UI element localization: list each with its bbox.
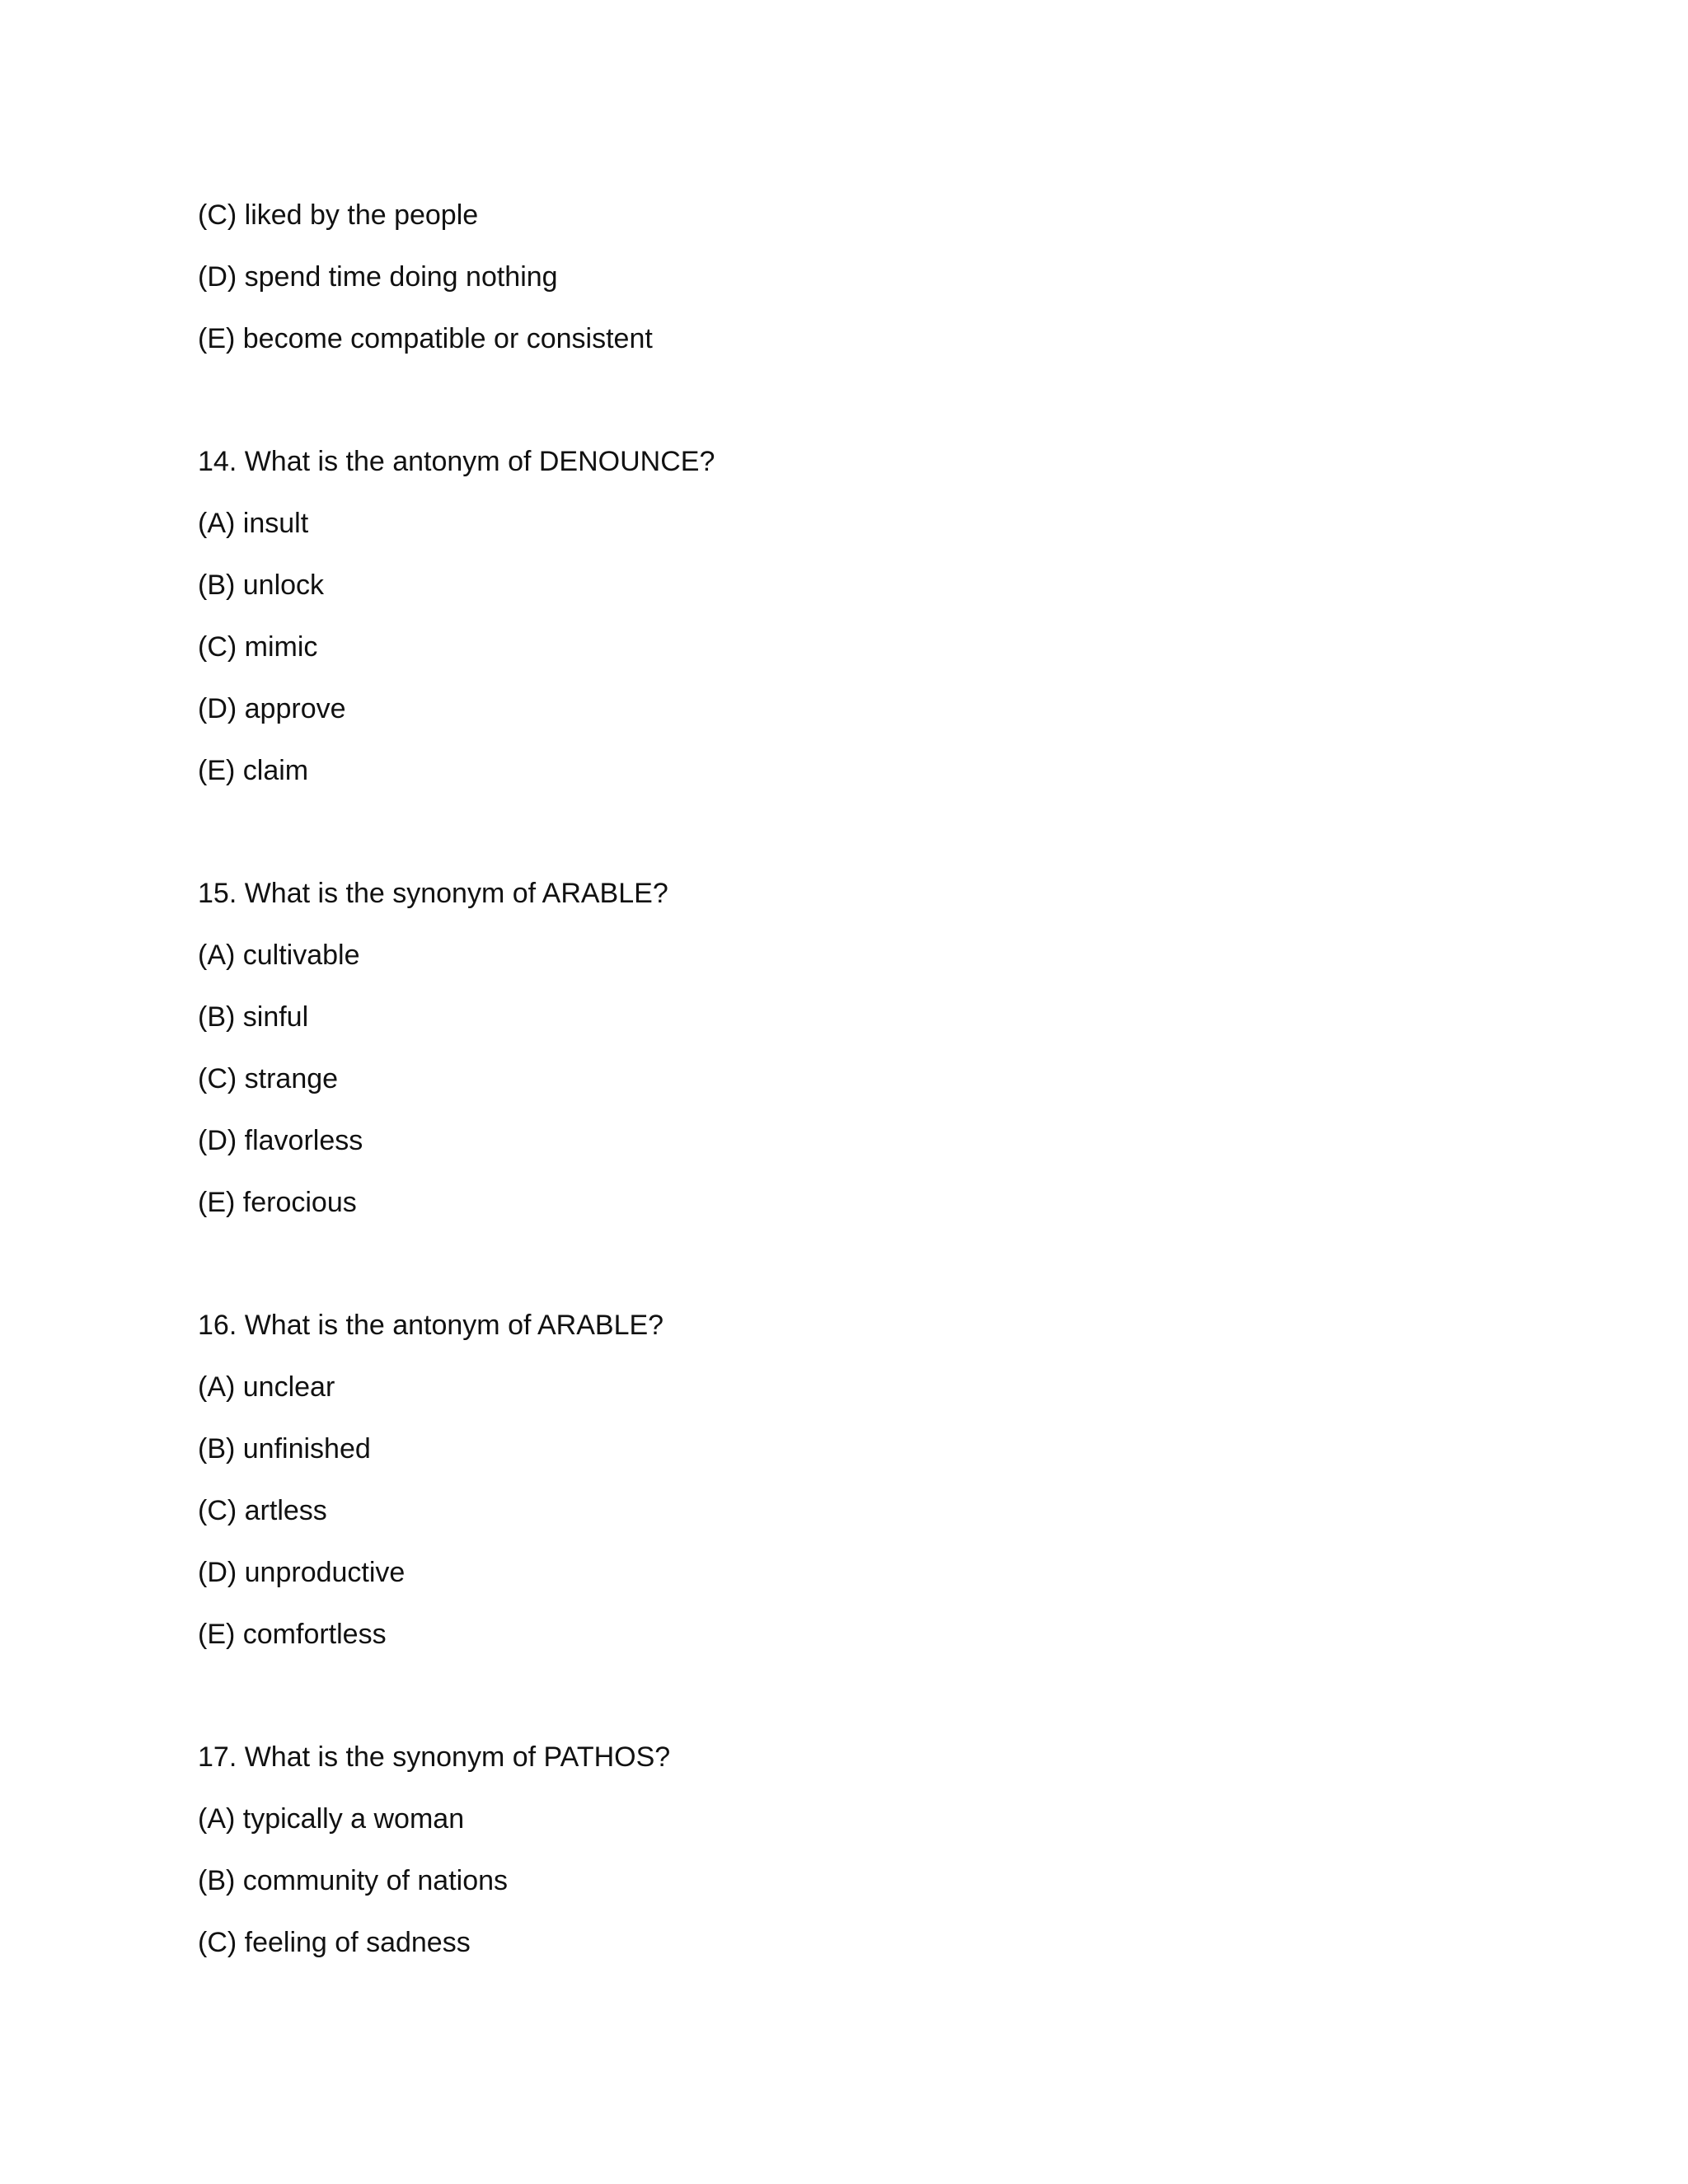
option-14-d: (D) approve — [198, 693, 346, 724]
question-14 — [198, 438, 1517, 809]
option-14-c: (C) mimic — [198, 631, 318, 663]
option-13-d: (D) spend time doing nothing — [198, 261, 558, 293]
option-15-b: (B) sinful — [198, 1001, 309, 1033]
option-17-b: (B) community of nations — [198, 1865, 509, 1896]
spacer — [198, 1673, 1517, 1734]
option-13-e: (E) become compatible or consistent — [198, 323, 653, 354]
option-14-a: (A) insult — [198, 508, 309, 539]
option-17-a: (A) typically a woman — [198, 1803, 465, 1835]
option-13-c: (C) liked by the people — [198, 199, 479, 231]
option-16-d: (D) unproductive — [198, 1557, 406, 1588]
option-16-c: (C) artless — [198, 1495, 327, 1526]
quiz-content — [198, 192, 1517, 1981]
option-16-a: (A) unclear — [198, 1371, 335, 1403]
option-14-b: (B) unlock — [198, 569, 325, 601]
option-14-e: (E) claim — [198, 755, 309, 786]
option-15-d: (D) flavorless — [198, 1125, 363, 1156]
option-15-e: (E) ferocious — [198, 1187, 357, 1218]
continued-options — [198, 192, 1517, 377]
spacer — [198, 377, 1517, 438]
spacer — [198, 809, 1517, 870]
question-15-text: 15. What is the synonym of ARABLE? — [198, 878, 668, 909]
question-16 — [198, 1302, 1517, 1673]
option-15-c: (C) strange — [198, 1063, 339, 1094]
option-16-e: (E) comfortless — [198, 1619, 387, 1650]
option-16-b: (B) unfinished — [198, 1433, 371, 1465]
question-14-text: 14. What is the antonym of DENOUNCE? — [198, 446, 715, 477]
question-15 — [198, 870, 1517, 1241]
option-15-a: (A) cultivable — [198, 940, 360, 971]
question-16-text: 16. What is the antonym of ARABLE? — [198, 1310, 664, 1341]
spacer — [198, 1241, 1517, 1302]
question-17 — [198, 1734, 1517, 1981]
question-17-text: 17. What is the synonym of PATHOS? — [198, 1741, 671, 1773]
option-17-c: (C) feeling of sadness — [198, 1927, 471, 1958]
